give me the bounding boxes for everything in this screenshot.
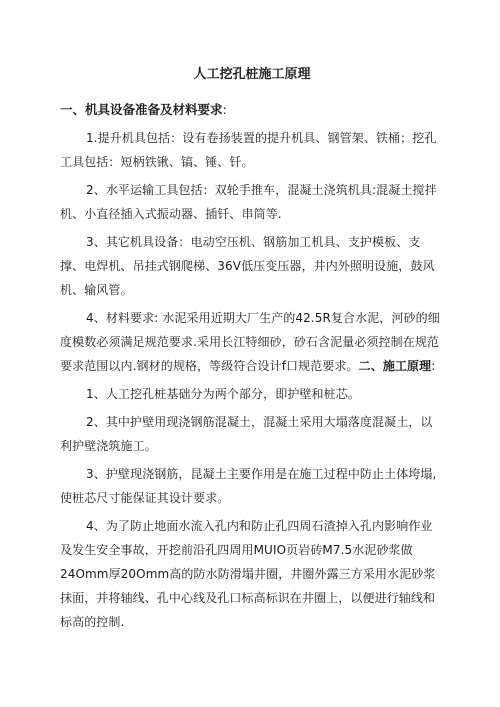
section-heading-principle: 二、施工原理 <box>358 359 432 373</box>
section-heading-equipment-text: 一、机具设备准备及材料要求 <box>60 102 223 117</box>
material-requirements-text: 4、材料要求: 水泥采用近期大厂生产的42.5R复合水泥，河砂的细度模数必须满足规范要求.采用长江特细砂，砂石含泥量必须控制在规范要求范围以内.钢材的规格，等级符合设计f口规范要求。 <box>60 311 440 373</box>
document-title: 人工挖孔桩施工原理 <box>193 67 311 82</box>
section-heading-equipment <box>60 98 444 122</box>
section-heading-equipment-colon: : <box>222 102 227 117</box>
paragraph-wall-function: 3、护壁现浇钢筋，昆凝土主要作用是在施工过程中防止土体垮塌,使桩芯尺寸能保证其设计要求。 <box>60 467 437 505</box>
paragraph-other-equipment: 3、其它机具设备：电动空压机、钢筋加工机具、支护模板、支撑、电焊机、吊挂式钢爬梯、36V低压变压器，井内外照明设施，鼓风机、输风管。 <box>60 235 435 297</box>
paragraph-lifting-tools: 1.提升机具包括：设有卷扬装置的提升机具、钢管架、铁桶；挖孔工具包括：短柄铁锹、镐、锤、钎。 <box>60 131 437 169</box>
paragraph-material-requirements <box>60 306 444 378</box>
paragraph-retaining-wall: 2、其中护壁用现浇钢筋混凝土，混凝土采用大塌落度混凝土，以利护壁浇筑施工。 <box>60 415 433 453</box>
paragraph-well-ring: 4、为了防止地面水流入孔内和防止孔四周石渣掉入孔内影响作业及发生安全事故，开挖前沿孔四周用MUIO页岩砖M7.5水泥砂浆做24Omm厚20Omm高的防水防滑塌井圈，井圈外露三方采用水泥砂浆抹面，并将轴线、孔中心线及孔口标高标识在井圈上，以便进行轴线和标高的控制. <box>60 519 436 629</box>
section-heading-principle-colon: : <box>431 359 436 373</box>
paragraph-transport-tools: 2、水平运输工具包括：双轮手推车，混凝土浇筑机具:混凝土搅拌机、小直径插入式振动器、插钎、串筒等. <box>60 183 437 221</box>
paragraph-pile-parts: 1、人工挖孔桩基础分为两个部分，即护壁和桩芯。 <box>86 387 360 401</box>
